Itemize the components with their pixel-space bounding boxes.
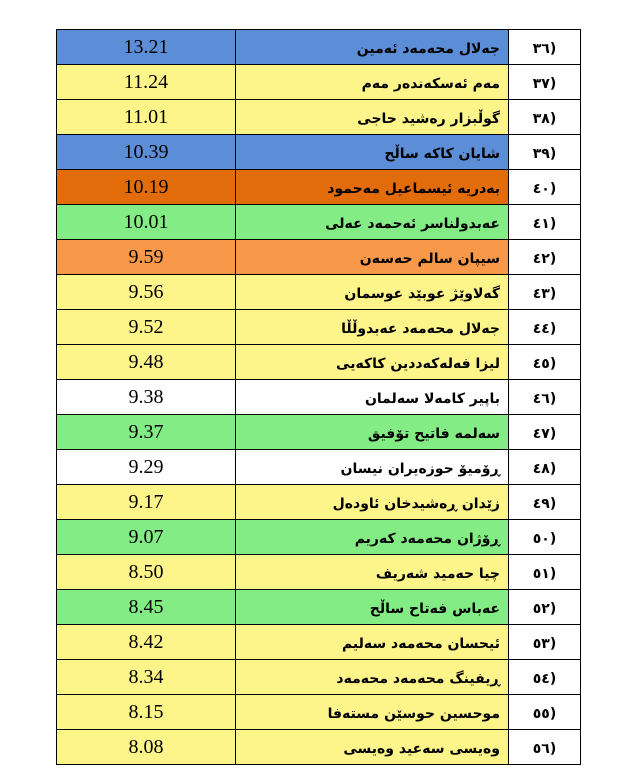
score-cell [57, 450, 236, 485]
table-row [57, 415, 581, 450]
score-cell [57, 345, 236, 380]
ranking-table-body [57, 30, 581, 765]
score-value: 9.17 [128, 490, 164, 513]
table-row [57, 555, 581, 590]
score-value: 9.29 [128, 455, 164, 478]
person-name: وەیسی سەعید وەیسی [343, 740, 500, 757]
rank-number: ٤١) [532, 215, 557, 232]
score-value: 9.38 [128, 385, 164, 408]
table-row [57, 625, 581, 660]
score-cell [57, 520, 236, 555]
rank-number: ٤٦) [532, 390, 557, 407]
rank-number-cell [509, 205, 581, 240]
score-value: 9.48 [128, 350, 164, 373]
score-cell [57, 240, 236, 275]
name-cell [236, 65, 509, 100]
table-row [57, 240, 581, 275]
score-cell [57, 695, 236, 730]
score-value: 8.34 [128, 665, 164, 688]
name-cell [236, 345, 509, 380]
table-row [57, 170, 581, 205]
score-cell [57, 30, 236, 65]
score-cell [57, 275, 236, 310]
rank-number: ٤٠) [532, 180, 557, 197]
person-name: سیپان سالم حەسەن [359, 250, 500, 267]
score-cell [57, 380, 236, 415]
rank-number: ٤٢) [532, 250, 557, 267]
name-cell [236, 135, 509, 170]
table-row [57, 30, 581, 65]
rank-number: ٤٣) [532, 285, 557, 302]
rank-number-cell [509, 310, 581, 345]
score-cell [57, 415, 236, 450]
name-cell [236, 695, 509, 730]
person-name: سەلمە فاتیح تۆفیق [367, 425, 500, 442]
table-row [57, 450, 581, 485]
rank-number-cell [509, 415, 581, 450]
person-name: موحسین حوسێن مستەفا [327, 705, 500, 722]
rank-number-cell [509, 170, 581, 205]
rank-number-cell [509, 485, 581, 520]
name-cell [236, 660, 509, 695]
rank-number: ٤٥) [532, 355, 557, 372]
table-row [57, 485, 581, 520]
score-cell [57, 660, 236, 695]
score-value: 9.56 [128, 280, 164, 303]
rank-number-cell [509, 730, 581, 765]
rank-number-cell [509, 380, 581, 415]
table-row [57, 135, 581, 170]
rank-number-cell [509, 555, 581, 590]
table-row [57, 730, 581, 765]
name-cell [236, 485, 509, 520]
score-value: 11.24 [123, 70, 169, 93]
rank-number: ٣٧) [532, 75, 557, 92]
person-name: عەبدولناسر ئەحمەد عەلی [325, 215, 500, 232]
rank-number: ٤٨) [532, 460, 557, 477]
score-cell [57, 135, 236, 170]
score-cell [57, 730, 236, 765]
name-cell [236, 170, 509, 205]
score-value: 8.08 [128, 735, 164, 758]
rank-number: ٤٤) [532, 320, 557, 337]
name-cell [236, 275, 509, 310]
score-value: 10.01 [123, 210, 169, 233]
person-name: گەلاوێژ عوبێد عوسمان [344, 285, 500, 302]
person-name: عەباس فەتاح ساڵح [369, 600, 500, 617]
rank-number-cell [509, 65, 581, 100]
score-value: 9.37 [128, 420, 164, 443]
table-row [57, 310, 581, 345]
rank-number: ٥٠) [532, 530, 557, 547]
score-value: 11.01 [123, 105, 169, 128]
table-row [57, 275, 581, 310]
name-cell [236, 730, 509, 765]
person-name: ڕۆمیۆ حوزەیران نیسان [340, 460, 500, 477]
rank-number: ٣٩) [532, 145, 557, 162]
table-row [57, 590, 581, 625]
person-name: مەم ئەسکەندەر مەم [361, 75, 500, 92]
score-cell [57, 170, 236, 205]
score-cell [57, 100, 236, 135]
score-value: 9.52 [128, 315, 164, 338]
score-cell [57, 310, 236, 345]
table-row [57, 695, 581, 730]
person-name: چیا حەمید شەریف [375, 565, 500, 582]
table-row [57, 205, 581, 240]
rank-number-cell [509, 660, 581, 695]
person-name: جەلال محەمەد ئەمین [356, 40, 500, 57]
person-name: زێدان ڕەشیدخان ئاودەل [332, 495, 500, 512]
score-value: 9.59 [128, 245, 164, 268]
score-value: 8.15 [128, 700, 164, 723]
name-cell [236, 450, 509, 485]
person-name: شایان کاکە ساڵح [384, 145, 500, 162]
rank-number-cell [509, 520, 581, 555]
rank-number-cell [509, 345, 581, 380]
score-cell [57, 555, 236, 590]
table-row [57, 100, 581, 135]
rank-number-cell [509, 695, 581, 730]
rank-number-cell [509, 625, 581, 660]
name-cell [236, 590, 509, 625]
name-cell [236, 100, 509, 135]
score-cell [57, 205, 236, 240]
rank-number: ٥٤) [532, 670, 557, 687]
person-name: جەلال محەمەد عەبدوڵڵا [341, 320, 500, 337]
rank-number-cell [509, 30, 581, 65]
score-value: 10.39 [123, 140, 169, 163]
person-name: بەدریە ئیسماعیل مەحمود [327, 180, 500, 197]
rank-number-cell [509, 100, 581, 135]
rank-number: ٤٩) [532, 495, 557, 512]
score-value: 13.21 [123, 35, 169, 58]
score-cell [57, 65, 236, 100]
score-cell [57, 485, 236, 520]
score-value: 10.19 [123, 175, 169, 198]
person-name: لیزا فەلەکەددین کاکەیی [336, 355, 500, 372]
name-cell [236, 205, 509, 240]
score-value: 8.50 [128, 560, 164, 583]
name-cell [236, 415, 509, 450]
score-cell [57, 590, 236, 625]
rank-number: ٣٨) [532, 110, 557, 127]
person-name: باپیر کامەلا سەلمان [364, 390, 500, 407]
rank-number-cell [509, 590, 581, 625]
score-value: 8.45 [128, 595, 164, 618]
score-value: 8.42 [128, 630, 164, 653]
person-name: ئیحسان محەمەد سەلیم [341, 635, 500, 652]
rank-number: ٥١) [532, 565, 557, 582]
score-value: 9.07 [128, 525, 164, 548]
rank-number: ٣٦) [532, 40, 557, 57]
table-row [57, 345, 581, 380]
name-cell [236, 30, 509, 65]
name-cell [236, 380, 509, 415]
person-name: ڕۆژان محەمەد کەریم [354, 530, 500, 547]
name-cell [236, 240, 509, 275]
rank-number-cell [509, 450, 581, 485]
rank-number-cell [509, 275, 581, 310]
name-cell [236, 520, 509, 555]
rank-number: ٥٦) [532, 740, 557, 757]
name-cell [236, 555, 509, 590]
score-cell [57, 625, 236, 660]
rank-number: ٥٢) [532, 600, 557, 617]
rank-number: ٥٥) [532, 705, 557, 722]
person-name: گوڵبزار رەشید حاجی [357, 110, 500, 127]
rank-number: ٤٧) [532, 425, 557, 442]
table-row [57, 660, 581, 695]
table-row [57, 520, 581, 555]
ranking-table [56, 29, 581, 765]
table-row [57, 380, 581, 415]
name-cell [236, 310, 509, 345]
rank-number-cell [509, 135, 581, 170]
rank-number-cell [509, 240, 581, 275]
name-cell [236, 625, 509, 660]
table-row [57, 65, 581, 100]
person-name: ڕیفینگ محەمەد محەمەد [336, 670, 500, 687]
rank-number: ٥٣) [532, 635, 557, 652]
